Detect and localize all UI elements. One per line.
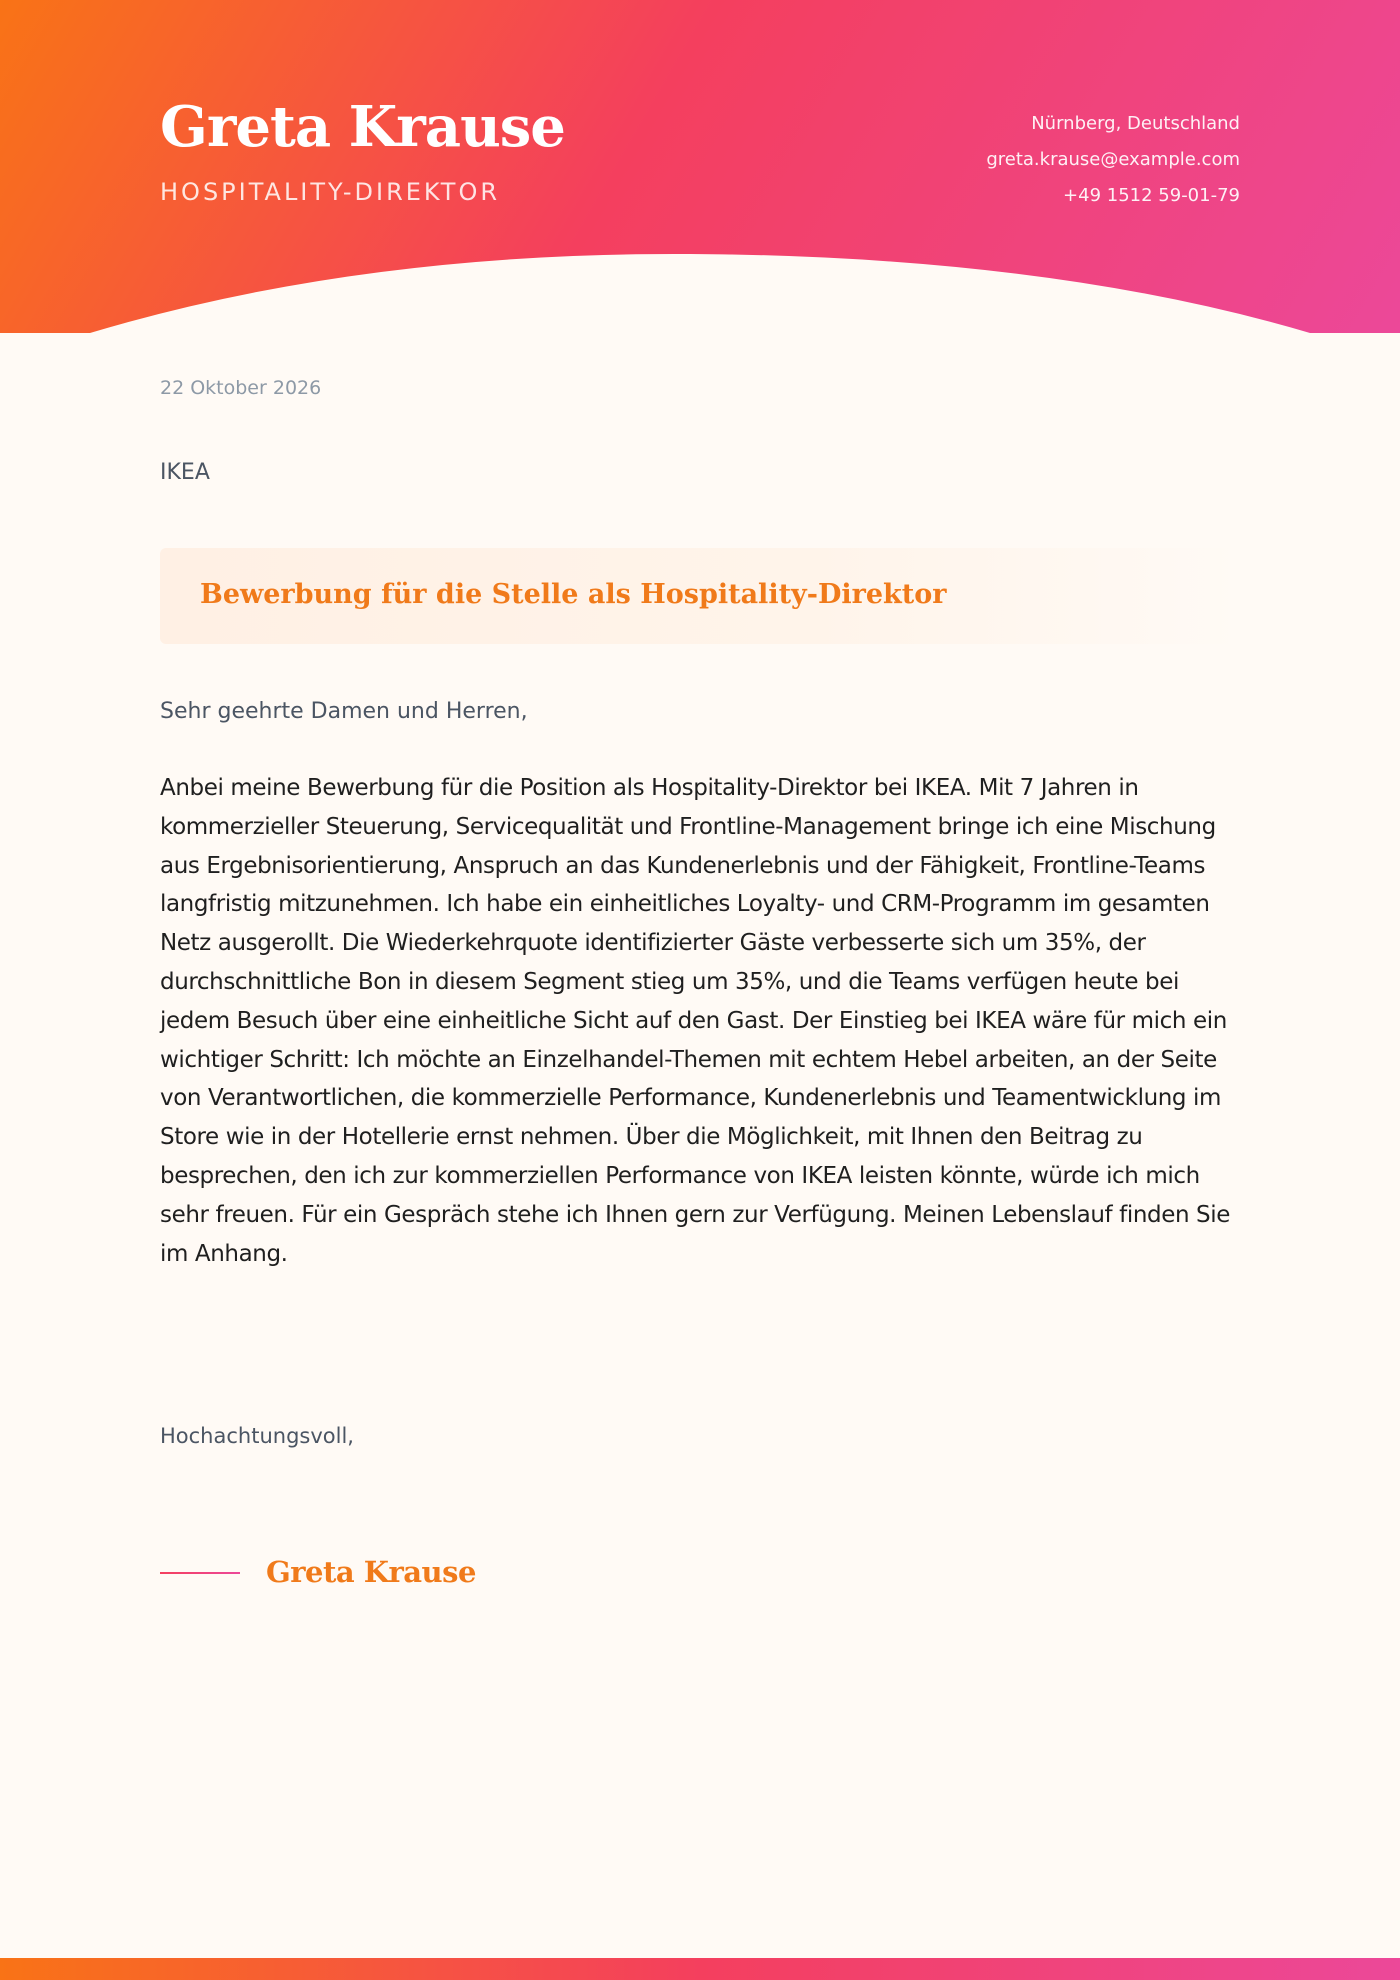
contact-email[interactable]: greta.krause@example.com [986,149,1240,170]
letterhead [0,0,1400,333]
contact-block [986,106,1240,214]
contact-phone[interactable]: +49 1512 59-01-79 [1063,185,1240,206]
footer-gradient-bar [0,1958,1400,1980]
subject-line: Bewerbung für die Stelle als Hospitality-Direktor [200,579,947,610]
contact-location: Nürnberg, Deutschland [1031,113,1240,134]
closing: Hochachtungsvoll, [160,1424,354,1448]
signature-line [160,1572,240,1574]
applicant-name: Greta Krause [160,94,565,160]
letter-date: 22 Oktober 2026 [160,377,322,399]
subject-box [160,548,1240,644]
signature-name: Greta Krause [266,1555,476,1589]
salutation: Sehr geehrte Damen und Herren, [160,699,528,724]
recipient: IKEA [160,460,210,485]
letter-body: Anbei meine Bewerbung für die Position als Hospitality-Direktor bei IKEA. Mit 7 Jahren in kommerzieller Steuerung, Servicequalität und Frontline-Management bringe ich eine Mischung aus Ergebnisorientierung, Anspruch an das Kundenerlebnis und der Fähigkeit, Frontline-Teams langfristig mitzunehmen. Ich habe ein einheitliches Loyalty- und CRM-Programm im gesamten Netz ausgerollt. Die Wiederkehrquote identifizierter Gäste verbesserte sich um 35%, der durchschnittliche Bon in diesem Segment stieg um 35%, und die Teams verfügen heute bei jedem Besuch über eine einheitliche Sicht auf den Gast. Der Einstieg bei IKEA wäre für mich ein wichtiger Schritt: Ich möchte an Einzelhandel-Themen mit echtem Hebel arbeiten, an der Seite von Verantwortlichen, die kommerzielle Performance, Kundenerlebnis und Teamentwicklung im Store wie in der Hotellerie ernst nehmen. Über die Möglichkeit, mit Ihnen den Beitrag zu besprechen, den ich zur kommerziellen Performance von IKEA leisten könnte, würde ich mich sehr freuen. Für ein Gespräch stehe ich Ihnen gern zur Verfügung. Meinen Lebenslauf finden Sie im Anhang. [160,775,1230,1267]
applicant-role: HOSPITALITY-DIREKTOR [160,178,501,206]
